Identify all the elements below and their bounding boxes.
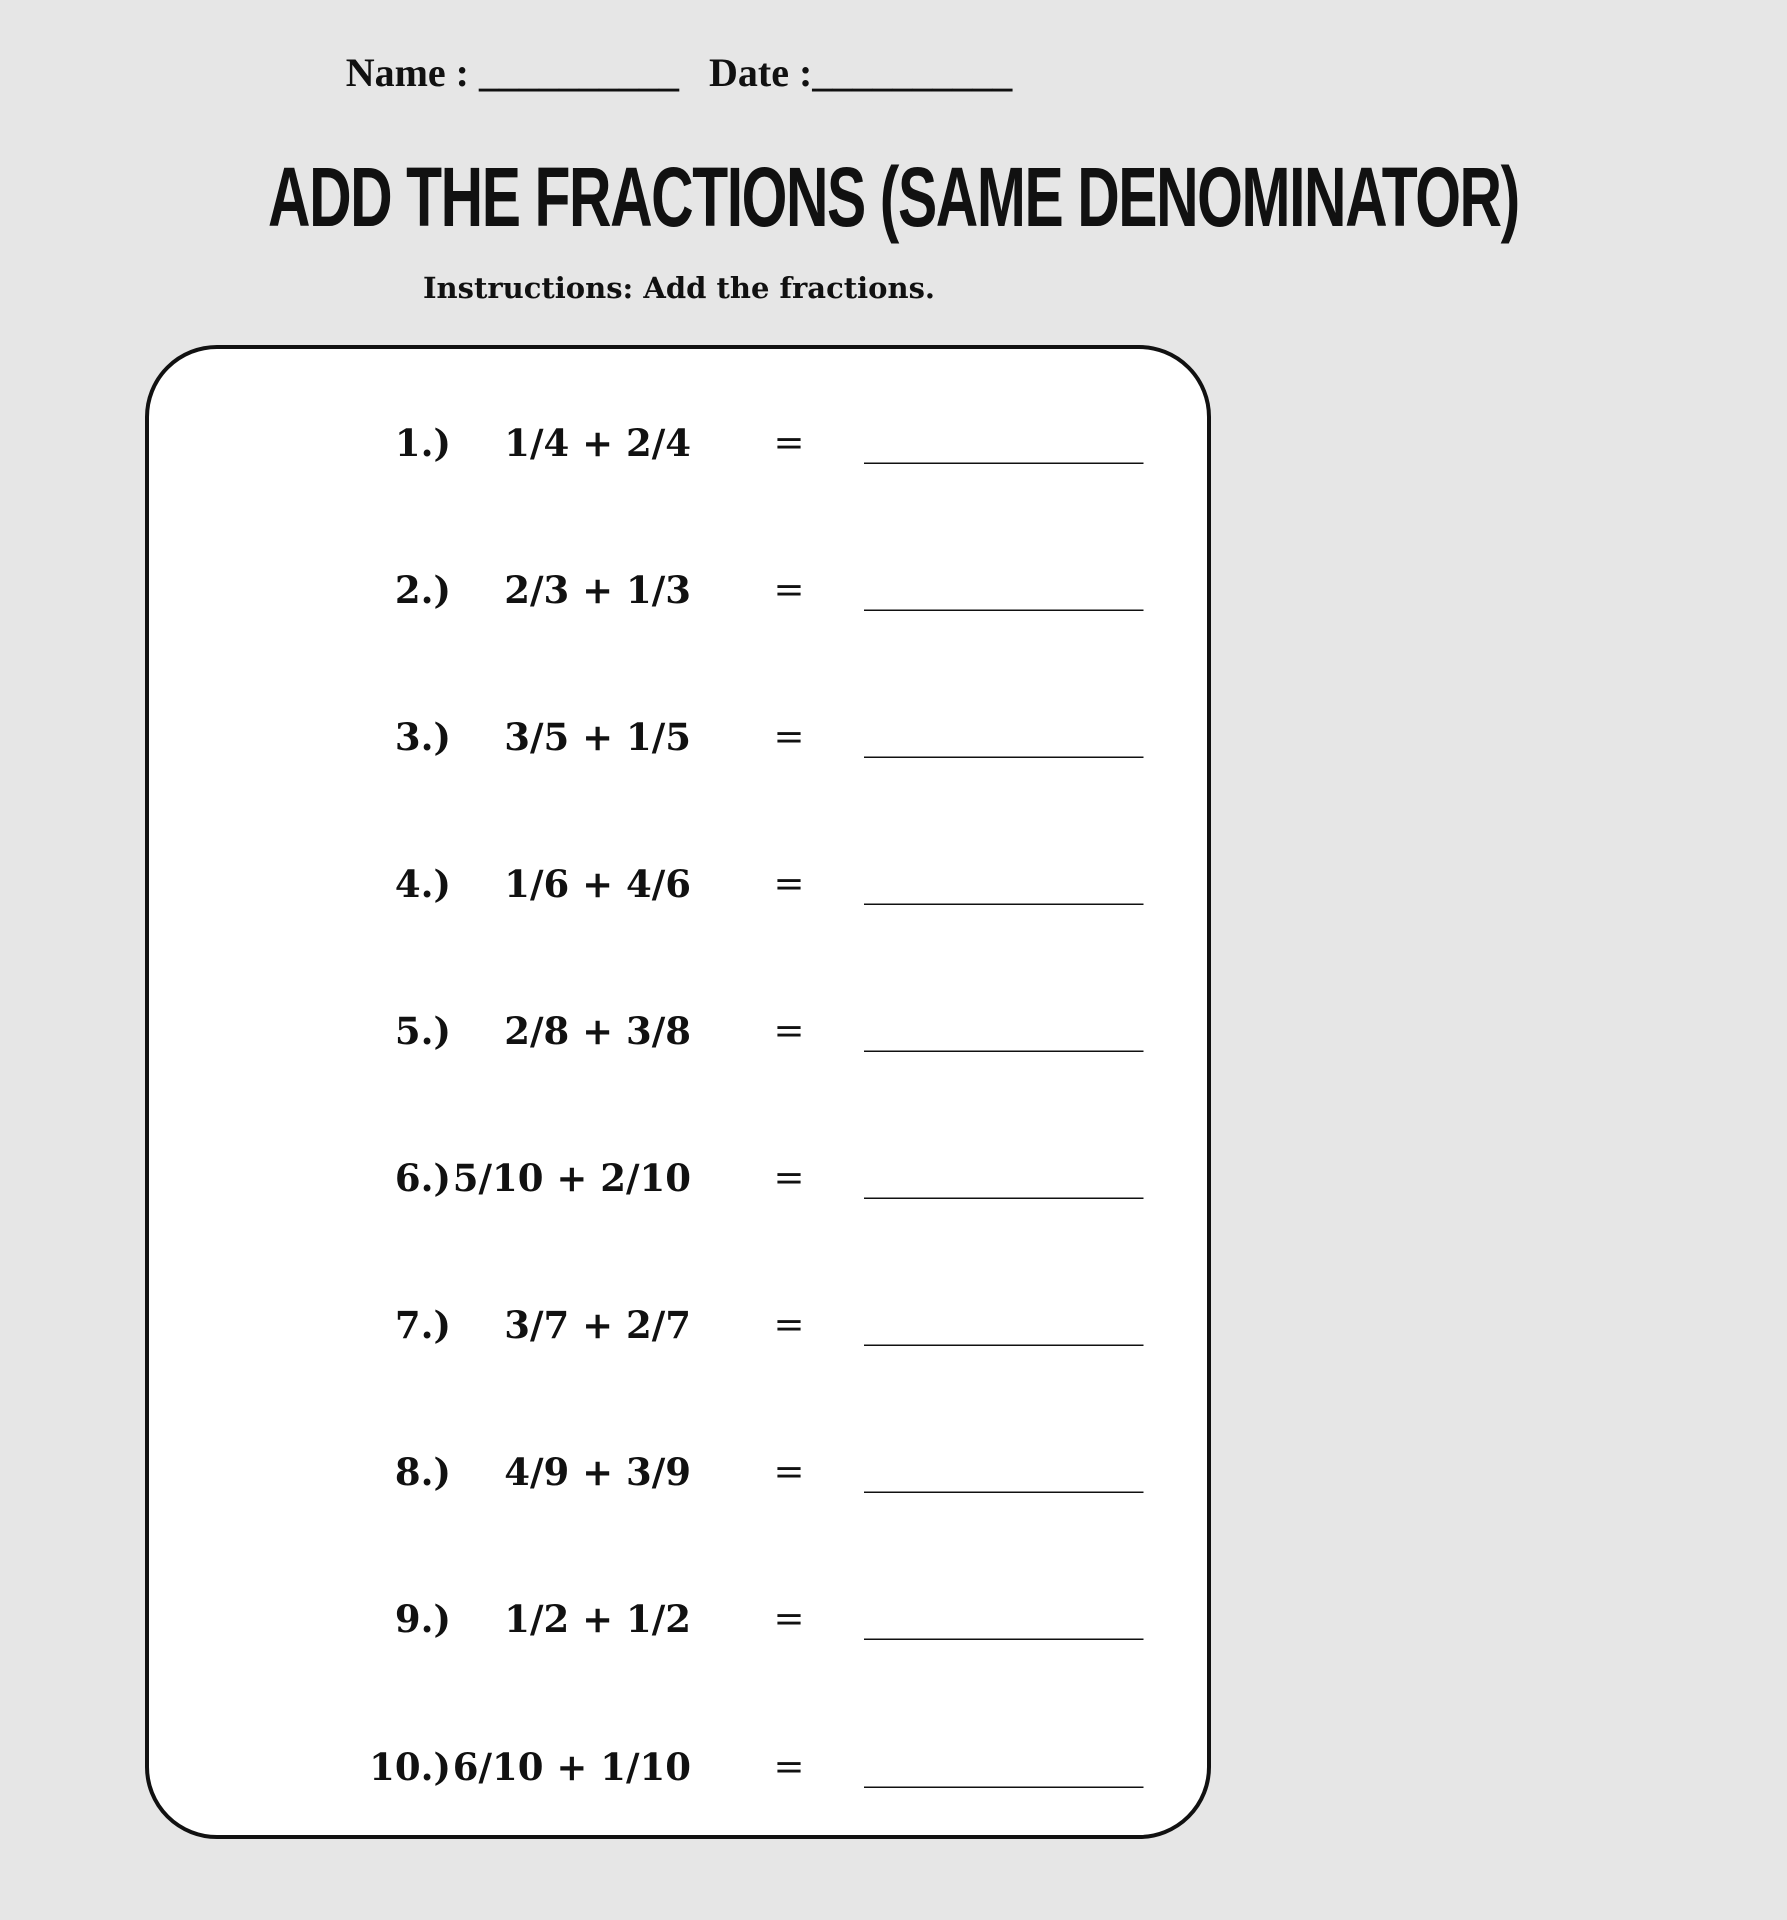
equals-sign: = <box>773 1597 805 1640</box>
problem-expression: 1/4 + 2/4 <box>504 421 691 465</box>
equals-sign: = <box>773 862 805 905</box>
equals-sign: = <box>773 421 805 464</box>
problem-expression: 6/10 + 1/10 <box>452 1745 691 1789</box>
equals-sign: = <box>773 1303 805 1346</box>
problem-expression: 3/7 + 2/7 <box>504 1303 691 1347</box>
name-field: Name : __________ <box>345 50 679 95</box>
name-date-header <box>0 48 1358 98</box>
problem-number: 7.) <box>394 1303 451 1347</box>
equals-sign: = <box>773 1450 805 1493</box>
equals-sign: = <box>773 1009 805 1052</box>
equals-sign: = <box>773 1745 805 1788</box>
problem-expression: 4/9 + 3/9 <box>504 1450 691 1494</box>
problems-card <box>145 345 1211 1839</box>
problem-number: 8.) <box>394 1450 451 1494</box>
answer-blank[interactable]: ___________________ <box>864 568 1140 611</box>
worksheet-title <box>0 142 1519 252</box>
answer-blank[interactable]: ___________________ <box>864 1450 1140 1493</box>
answer-blank[interactable]: ___________________ <box>864 1156 1140 1199</box>
problem-expression: 1/6 + 4/6 <box>504 862 691 906</box>
worksheet-title-text: ADD THE FRACTIONS (SAME DENOMINATOR) <box>268 150 1519 244</box>
answer-blank[interactable]: ___________________ <box>864 421 1140 464</box>
answer-blank[interactable]: ___________________ <box>864 1745 1140 1788</box>
answer-blank[interactable]: ___________________ <box>864 1597 1140 1640</box>
answer-blank[interactable]: ___________________ <box>864 715 1140 758</box>
answer-blank[interactable]: ___________________ <box>864 1303 1140 1346</box>
problem-number: 4.) <box>394 862 451 906</box>
problem-number: 5.) <box>394 1009 451 1053</box>
problem-expression: 5/10 + 2/10 <box>452 1156 691 1200</box>
equals-sign: = <box>773 568 805 611</box>
problem-expression: 1/2 + 1/2 <box>504 1597 691 1641</box>
instructions-text: Instructions: Add the fractions. <box>422 271 935 305</box>
equals-sign: = <box>773 715 805 758</box>
answer-blank[interactable]: ___________________ <box>864 862 1140 905</box>
problem-number: 10.) <box>369 1745 451 1789</box>
equals-sign: = <box>773 1156 805 1199</box>
problem-number: 2.) <box>394 568 451 612</box>
problem-number: 1.) <box>394 421 451 465</box>
problem-expression: 2/8 + 3/8 <box>504 1009 691 1053</box>
problem-expression: 3/5 + 1/5 <box>504 715 691 759</box>
problem-number: 6.) <box>394 1156 451 1200</box>
problem-number: 3.) <box>394 715 451 759</box>
date-field: Date :__________ <box>709 50 1013 95</box>
answer-blank[interactable]: ___________________ <box>864 1009 1140 1052</box>
problem-number: 9.) <box>394 1597 451 1641</box>
problem-expression: 2/3 + 1/3 <box>504 568 691 612</box>
